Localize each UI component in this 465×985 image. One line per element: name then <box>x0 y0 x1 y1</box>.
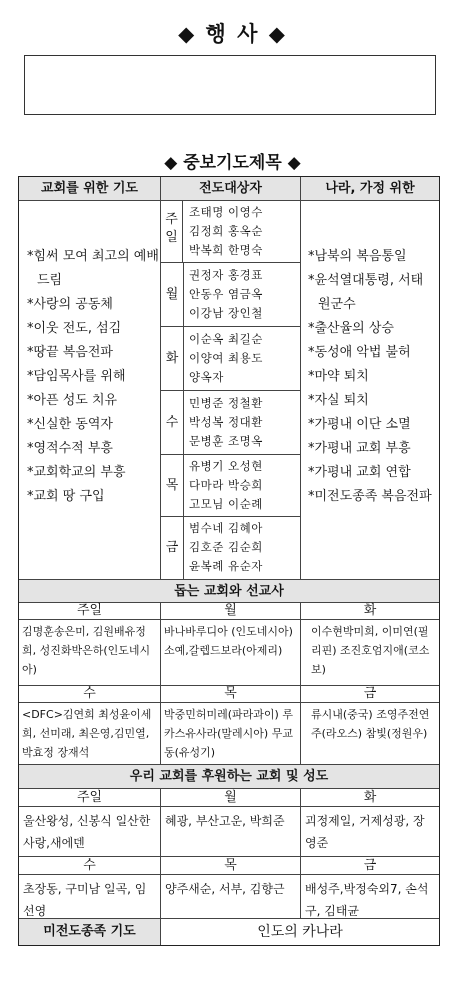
day-label: 목 <box>161 455 184 517</box>
evangelism-column <box>161 201 301 579</box>
church-prayer-list <box>19 201 161 579</box>
list-item: *가평내 교회 연합 <box>308 465 411 480</box>
missions-cell: 김명훈송은미, 김원배유정희, 성진화박은하(인도네시아) <box>19 620 161 686</box>
day-header: 수 <box>19 857 161 875</box>
supporters-cell: 배성주,박정숙외7, 손석구, 김태균 <box>301 875 439 919</box>
list-item: *땅끝 복음전파 <box>27 345 113 360</box>
day-header: 수 <box>19 686 161 703</box>
list-item: *교회학교의 부흥 <box>27 465 126 480</box>
name-line: 고모님 이순례 <box>189 497 263 511</box>
day-header: 금 <box>301 857 439 875</box>
evangelism-names <box>189 266 299 323</box>
supporters-cell: 혜광, 부산고운, 박희준 <box>161 807 301 857</box>
name-line: 다마라 박승희 <box>189 478 263 492</box>
day-label: 금 <box>161 517 184 579</box>
list-item: *동성애 악법 불허 <box>308 345 411 360</box>
day-label: 화 <box>161 327 184 391</box>
list-item: *가평내 이단 소멸 <box>308 417 411 432</box>
name-line: 안동우 염금옥 <box>189 287 263 301</box>
name-line: 이강남 장인철 <box>189 306 263 320</box>
name-line: 조태명 이영수 <box>189 205 263 219</box>
day-label: 월 <box>161 263 184 327</box>
list-item: *이웃 전도, 섬김 <box>27 321 122 336</box>
header-evangelism: 전도대상자 <box>161 177 301 201</box>
missions-title: 돕는 교회와 선교사 <box>19 579 439 603</box>
unreached-value: 인도의 카나라 <box>257 924 343 940</box>
nation-prayer-list <box>301 201 439 579</box>
list-item: *미전도종족 복음전파 <box>308 489 432 504</box>
events-title: ◆ 행 사 ◆ <box>178 22 287 46</box>
list-item: *사랑의 공동체 <box>27 297 113 312</box>
day-header: 월 <box>161 603 301 620</box>
list-item: *윤석열대통령, 서태원군수 <box>308 273 424 312</box>
day-header: 화 <box>301 789 439 807</box>
name-line: 윤복례 유순자 <box>189 559 263 573</box>
unreached-label: 미전도종족 기도 <box>19 919 161 945</box>
evangelism-day-row <box>161 201 301 263</box>
supporters-title: 우리 교회를 후원하는 교회 및 성도 <box>19 765 439 789</box>
list-item: *자실 퇴치 <box>308 393 369 408</box>
prayer-table <box>18 176 440 946</box>
list-item: *영적수적 부흥 <box>27 441 113 456</box>
name-line: 이순옥 최길순 <box>189 332 263 346</box>
day-header: 화 <box>301 603 439 620</box>
missions-cell: 이수현박미희, 이미연(필리핀) 조진호엄지애(코소보) <box>301 620 439 686</box>
missions-cell: 바나바루디아 (인도네시아) 소예,갈렙드보라(아제리) <box>161 620 301 686</box>
evangelism-day-row <box>161 517 301 579</box>
missions-cell: 류시내(중국) 조영주전연주(라오스) 참빛(정원우) <box>301 703 439 765</box>
list-item: *마약 퇴치 <box>308 369 369 384</box>
day-header: 주일 <box>19 603 161 620</box>
evangelism-day-row <box>161 391 301 455</box>
evangelism-names <box>189 394 299 451</box>
evangelism-day-row <box>161 455 301 517</box>
header-nation: 나라, 가정 위한 <box>301 177 439 201</box>
list-item: *담임목사를 위해 <box>27 369 126 384</box>
day-header: 월 <box>161 789 301 807</box>
evangelism-names <box>189 330 299 387</box>
events-box <box>24 55 436 115</box>
name-line: 유병기 오성현 <box>189 459 263 473</box>
supporters-cell: 괴정제일, 거제성광, 장영준 <box>301 807 439 857</box>
name-line: 문병훈 조명옥 <box>189 434 263 448</box>
name-line: 범수네 김혜아 <box>189 521 263 535</box>
name-line: 김호준 김순희 <box>189 540 263 554</box>
list-item: *아픈 성도 치유 <box>27 393 118 408</box>
missions-cell: <DFC>김연희 최성윤이세희, 선미래, 최은영,김민열, 박효정 장재석 <box>19 703 161 765</box>
evangelism-names <box>189 519 299 576</box>
evangelism-names <box>189 457 299 514</box>
list-item: *신실한 동역자 <box>27 417 113 432</box>
day-header: 목 <box>161 857 301 875</box>
name-line: 이양여 최용도 <box>189 351 263 365</box>
list-item: *교회 땅 구입 <box>27 489 105 504</box>
header-church: 교회를 위한 기도 <box>19 177 161 201</box>
day-header: 금 <box>301 686 439 703</box>
name-line: 박복희 한명숙 <box>189 243 263 257</box>
name-line: 민병준 정철환 <box>189 396 263 410</box>
supporters-cell: 울산왕성, 신봉식 일산한사랑,새에덴 <box>19 807 161 857</box>
day-label: 주 일 <box>161 201 183 263</box>
name-line: 김정희 홍옥순 <box>189 224 263 238</box>
supporters-cell: 양주새순, 서부, 김향근 <box>161 875 301 919</box>
name-line: 양옥자 <box>189 370 224 384</box>
day-header: 목 <box>161 686 301 703</box>
prayer-title: ◆ 중보기도제목 ◆ <box>164 153 301 173</box>
list-item: *가평내 교회 부흥 <box>308 441 411 456</box>
list-item: *출산율의 상승 <box>308 321 394 336</box>
evangelism-names <box>189 203 299 260</box>
name-line: 권정자 홍경표 <box>189 268 263 282</box>
missions-cell: 박중민허미레(파라과이) 루카스유사라(말레시아) 무교동(유성기) <box>161 703 301 765</box>
name-line: 박성복 정대환 <box>189 415 263 429</box>
list-item: *힘써 모여 최고의 예배드림 <box>27 249 159 288</box>
list-item: *남북의 복음통일 <box>308 249 407 264</box>
evangelism-day-row <box>161 263 301 327</box>
evangelism-day-row <box>161 327 301 391</box>
day-label: 수 <box>161 391 184 455</box>
day-header: 주일 <box>19 789 161 807</box>
supporters-cell: 초장동, 구미남 일곡, 임선영 <box>19 875 161 919</box>
